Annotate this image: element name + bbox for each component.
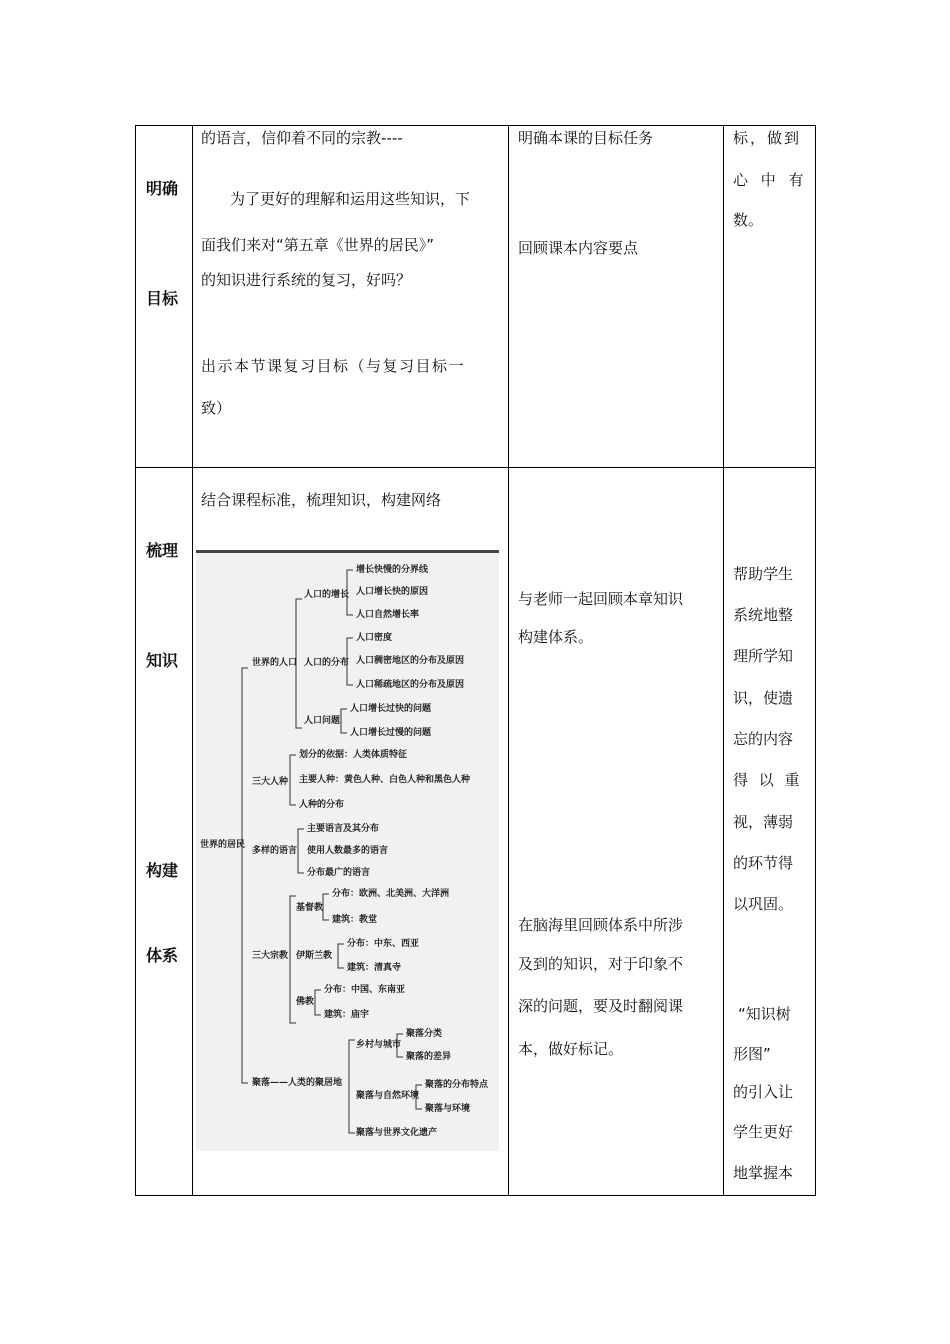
table-col-divider-3 <box>723 125 724 1196</box>
tree-node-religion: 三大宗教 <box>252 951 289 961</box>
tree-leaf-p2: 人口增长过慢的问题 <box>350 728 432 738</box>
tree-leaf-p1: 人口增长过快的问题 <box>350 704 432 714</box>
tree-node-distribution: 人口的分布 <box>304 658 350 668</box>
row2-label-line3: 构建 <box>146 861 179 880</box>
tree-leaf-i1: 分布：中东、西亚 <box>347 939 420 949</box>
tree-node-root: 世界的居民 <box>200 840 246 850</box>
row2-student-line3: 在脑海里回顾体系中所涉 <box>518 916 684 934</box>
row1-teacher-line1: 的语言，信仰着不同的宗教---- <box>201 129 403 147</box>
tree-leaf-e1: 聚落的分布特点 <box>425 1080 489 1090</box>
row2-student-line2: 构建体系。 <box>518 628 594 646</box>
row2-label-line1: 梳理 <box>146 541 179 560</box>
row1-purpose-line3: 数。 <box>733 211 764 229</box>
row2-purpose-line3: 理所学知 <box>733 647 794 665</box>
tree-leaf-b2: 建筑：庙宇 <box>324 1010 370 1020</box>
tree-leaf-r2: 主要人种：黄色人种、白色人种和黑色人种 <box>299 775 471 785</box>
tree-leaf-i2: 建筑：清真寺 <box>347 963 402 973</box>
tree-leaf-c1: 分布：欧洲、北美洲、大洋洲 <box>332 889 450 899</box>
row1-teacher-line4: 的知识进行系统的复习，好吗？ <box>201 271 412 289</box>
tree-leaf-s2: 聚落的差异 <box>406 1052 452 1062</box>
row2-student-line6: 本，做好标记。 <box>518 1040 624 1058</box>
row2-student-line1: 与老师一起回顾本章知识 <box>518 590 684 608</box>
table-row-divider <box>135 467 816 468</box>
tree-leaf-r3: 人种的分布 <box>299 800 345 810</box>
row1-teacher-line2: 为了更好的理解和运用这些知识，下 <box>230 190 471 208</box>
knowledge-tree-diagram <box>196 550 499 1151</box>
tree-node-settlement: 聚落——人类的聚居地 <box>252 1078 343 1088</box>
tree-leaf-d2: 人口稠密地区的分布及原因 <box>356 656 465 666</box>
row2-purpose-line8: 的环节得 <box>733 854 794 872</box>
row1-label-line2: 目标 <box>146 289 179 308</box>
row2-purpose-line10: “知识树 <box>738 1005 791 1023</box>
row2-purpose-line7: 视，薄弱 <box>733 813 794 831</box>
row2-teacher-heading: 结合课程标准，梳理知识，构建网络 <box>201 491 442 509</box>
tree-leaf-l3: 分布最广的语言 <box>307 868 371 878</box>
row2-purpose-line13: 学生更好 <box>733 1123 794 1141</box>
row1-purpose-line1: 标，做到 <box>733 129 802 147</box>
table-border-right <box>815 125 816 1196</box>
table-border-top <box>135 125 816 126</box>
tree-leaf-c2: 建筑：教堂 <box>332 915 378 925</box>
row2-purpose-line14: 地掌握本 <box>733 1164 794 1182</box>
tree-node-rural-urban: 乡村与城市 <box>356 1040 402 1050</box>
tree-leaf-d1: 人口密度 <box>356 633 393 643</box>
tree-node-races: 三大人种 <box>252 777 289 787</box>
row2-purpose-line1: 帮助学生 <box>733 565 794 583</box>
row2-label-line4: 体系 <box>146 946 179 965</box>
tree-node-christianity: 基督教 <box>296 903 324 913</box>
row2-student-line5: 深的问题，要及时翻阅课 <box>518 997 684 1015</box>
row2-purpose-line5: 忘的内容 <box>733 730 794 748</box>
tree-leaf-l2: 使用人数最多的语言 <box>307 846 389 856</box>
row1-teacher-line3: 面我们来对“第五章《世界的居民》” <box>201 236 435 254</box>
tree-leaf-g2: 人口增长快的原因 <box>356 587 429 597</box>
tree-node-problem: 人口问题 <box>304 716 341 726</box>
tree-node-heritage: 聚落与世界文化遗产 <box>356 1128 438 1138</box>
tree-node-environment: 聚落与自然环境 <box>356 1091 420 1101</box>
row2-label-line2: 知识 <box>146 651 179 670</box>
tree-leaf-e2: 聚落与环境 <box>425 1104 471 1114</box>
tree-leaf-d3: 人口稀疏地区的分布及原因 <box>356 680 465 690</box>
tree-node-islam: 伊斯兰教 <box>296 951 333 961</box>
row1-student-line2: 回顾课本内容要点 <box>518 239 639 257</box>
table-col-divider-2 <box>508 125 509 1196</box>
row2-purpose-line12: 的引入让 <box>733 1083 794 1101</box>
row2-purpose-line2: 系统地整 <box>733 606 794 624</box>
table-border-left <box>135 125 136 1196</box>
row1-teacher-line6: 致） <box>201 399 232 417</box>
tree-leaf-s1: 聚落分类 <box>406 1029 443 1039</box>
row2-purpose-line11: 形图” <box>733 1045 771 1063</box>
tree-leaf-b1: 分布：中国、东南亚 <box>324 985 406 995</box>
row1-student-line1: 明确本课的目标任务 <box>518 129 654 147</box>
row1-purpose-line2: 心 中 有 <box>733 171 808 189</box>
row2-student-line4: 及到的知识，对于印象不 <box>518 955 684 973</box>
tree-node-growth: 人口的增长 <box>304 590 350 600</box>
row1-teacher-line5: 出示本节课复习目标（与复习目标一 <box>201 357 466 375</box>
row1-label-line1: 明确 <box>146 179 179 198</box>
tree-node-population: 世界的人口 <box>252 658 298 668</box>
tree-leaf-l1: 主要语言及其分布 <box>307 824 380 834</box>
tree-leaf-r1: 划分的依据：人类体质特征 <box>299 750 408 760</box>
table-col-divider-1 <box>192 125 193 1196</box>
tree-leaf-g1: 增长快慢的分界线 <box>356 565 429 575</box>
row2-purpose-line9: 以巩固。 <box>733 895 794 913</box>
tree-node-buddhism: 佛教 <box>296 997 315 1007</box>
tree-leaf-g3: 人口自然增长率 <box>356 610 420 620</box>
table-border-bottom <box>135 1195 816 1196</box>
tree-node-language: 多样的语言 <box>252 846 298 856</box>
row2-purpose-line4: 识，使遗 <box>733 689 794 707</box>
row2-purpose-line6: 得 以 重 <box>733 771 803 789</box>
